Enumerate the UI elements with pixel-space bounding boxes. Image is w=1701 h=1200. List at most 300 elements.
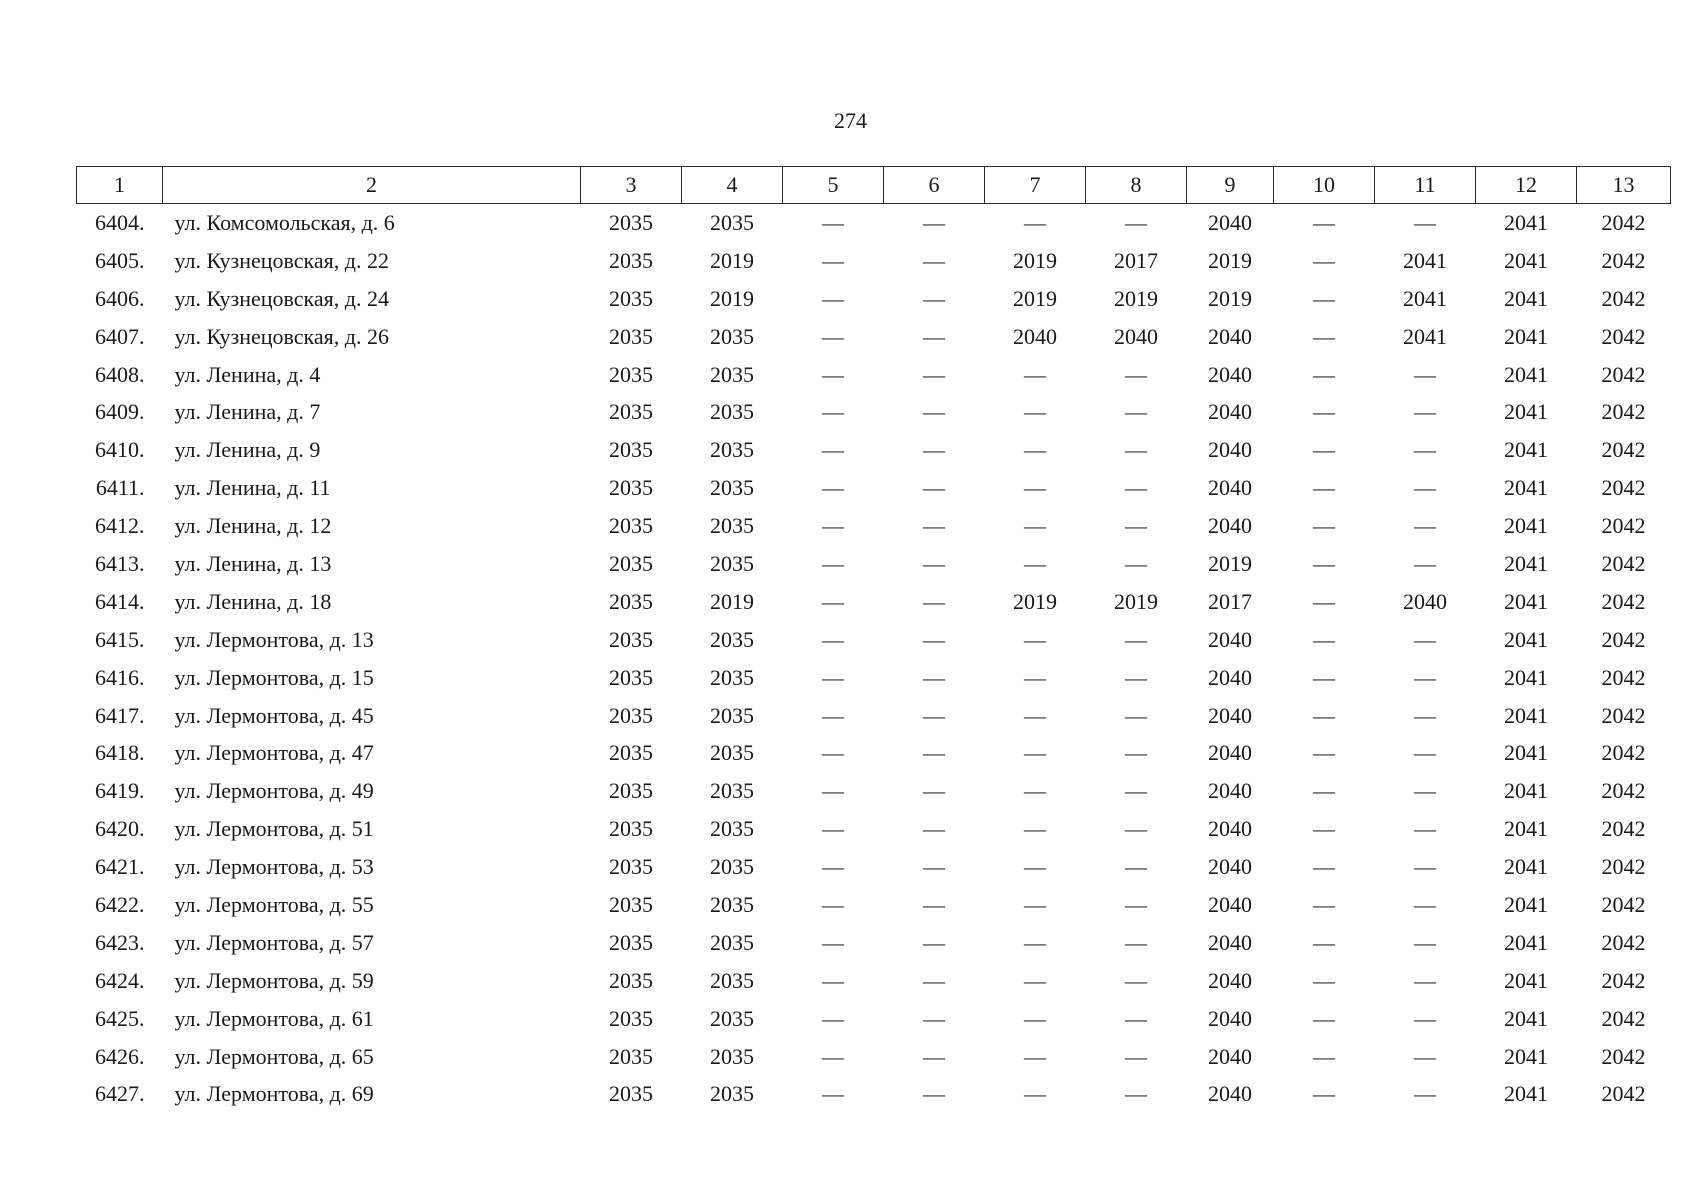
year-cell: 2041 bbox=[1504, 967, 1548, 993]
header-row bbox=[77, 167, 1671, 204]
schedule-table bbox=[76, 166, 1671, 1113]
year-cell: 2035 bbox=[710, 1043, 754, 1069]
year-cell: 2040 bbox=[1208, 967, 1252, 993]
year-cell: 2035 bbox=[609, 702, 653, 728]
empty-value-cell: — bbox=[1414, 626, 1436, 652]
table-row bbox=[77, 356, 1671, 394]
table-row bbox=[77, 734, 1671, 772]
row-number-cell: 6409. bbox=[95, 399, 145, 425]
empty-value-cell: — bbox=[822, 740, 844, 766]
row-number-cell: 6415. bbox=[95, 626, 145, 652]
year-cell: 2040 bbox=[1208, 854, 1252, 880]
empty-value-cell: — bbox=[1024, 361, 1046, 387]
address-cell: ул. Лермонтова, д. 15 bbox=[174, 664, 374, 690]
year-cell: 2019 bbox=[710, 285, 754, 311]
year-cell: 2035 bbox=[710, 361, 754, 387]
address-cell: ул. Лермонтова, д. 55 bbox=[174, 891, 374, 917]
empty-value-cell: — bbox=[1125, 361, 1147, 387]
empty-value-cell: — bbox=[923, 891, 945, 917]
empty-value-cell: — bbox=[1313, 1081, 1335, 1107]
row-number-cell: 6419. bbox=[95, 778, 145, 804]
year-cell: 2035 bbox=[710, 1081, 754, 1107]
year-cell: 2042 bbox=[1601, 626, 1646, 652]
year-cell: 2042 bbox=[1601, 588, 1646, 614]
year-cell: 2040 bbox=[1208, 778, 1252, 804]
empty-value-cell: — bbox=[1125, 399, 1147, 425]
table-row bbox=[77, 848, 1671, 886]
year-cell: 2035 bbox=[609, 967, 653, 993]
empty-value-cell: — bbox=[1125, 209, 1147, 235]
year-cell: 2042 bbox=[1601, 361, 1646, 387]
year-cell: 2035 bbox=[609, 816, 653, 842]
empty-value-cell: — bbox=[1024, 475, 1046, 501]
empty-value-cell: — bbox=[923, 209, 945, 235]
row-number-cell: 6418. bbox=[95, 740, 145, 766]
year-cell: 2041 bbox=[1504, 513, 1548, 539]
address-cell: ул. Кузнецовская, д. 26 bbox=[174, 323, 389, 349]
empty-value-cell: — bbox=[822, 437, 844, 463]
empty-value-cell: — bbox=[822, 1081, 844, 1107]
address-cell: ул. Лермонтова, д. 49 bbox=[174, 778, 374, 804]
empty-value-cell: — bbox=[1024, 513, 1046, 539]
table-row bbox=[77, 469, 1671, 507]
empty-value-cell: — bbox=[1414, 361, 1436, 387]
year-cell: 2042 bbox=[1601, 323, 1646, 349]
empty-value-cell: — bbox=[1313, 475, 1335, 501]
row-number-cell: 6408. bbox=[95, 361, 145, 387]
year-cell: 2040 bbox=[1208, 513, 1252, 539]
empty-value-cell: — bbox=[1414, 437, 1436, 463]
empty-value-cell: — bbox=[923, 1005, 945, 1031]
empty-value-cell: — bbox=[1024, 740, 1046, 766]
column-header-7: 7 bbox=[985, 167, 1086, 204]
year-cell: 2041 bbox=[1504, 588, 1548, 614]
table-row bbox=[77, 280, 1671, 318]
empty-value-cell: — bbox=[1313, 550, 1335, 576]
empty-value-cell: — bbox=[1313, 702, 1335, 728]
year-cell: 2041 bbox=[1403, 323, 1447, 349]
row-number-cell: 6421. bbox=[95, 854, 145, 880]
address-cell: ул. Ленина, д. 4 bbox=[174, 361, 321, 387]
year-cell: 2035 bbox=[710, 702, 754, 728]
year-cell: 2042 bbox=[1601, 285, 1646, 311]
year-cell: 2041 bbox=[1504, 285, 1548, 311]
year-cell: 2041 bbox=[1504, 1081, 1548, 1107]
year-cell: 2019 bbox=[710, 588, 754, 614]
address-cell: ул. Ленина, д. 7 bbox=[174, 399, 321, 425]
address-cell: ул. Ленина, д. 13 bbox=[174, 550, 332, 576]
empty-value-cell: — bbox=[1024, 664, 1046, 690]
empty-value-cell: — bbox=[923, 1043, 945, 1069]
empty-value-cell: — bbox=[822, 664, 844, 690]
year-cell: 2042 bbox=[1601, 702, 1646, 728]
row-number-cell: 6411. bbox=[95, 475, 145, 501]
row-number-cell: 6404. bbox=[95, 209, 145, 235]
year-cell: 2019 bbox=[1208, 247, 1252, 273]
year-cell: 2042 bbox=[1601, 437, 1646, 463]
empty-value-cell: — bbox=[1125, 854, 1147, 880]
column-header-11: 11 bbox=[1375, 167, 1476, 204]
empty-value-cell: — bbox=[822, 588, 844, 614]
empty-value-cell: — bbox=[822, 323, 844, 349]
row-number-cell: 6423. bbox=[95, 929, 145, 955]
empty-value-cell: — bbox=[923, 854, 945, 880]
empty-value-cell: — bbox=[1125, 513, 1147, 539]
year-cell: 2041 bbox=[1504, 816, 1548, 842]
empty-value-cell: — bbox=[1414, 929, 1436, 955]
year-cell: 2041 bbox=[1504, 437, 1548, 463]
empty-value-cell: — bbox=[1414, 778, 1436, 804]
year-cell: 2040 bbox=[1208, 437, 1252, 463]
empty-value-cell: — bbox=[1414, 399, 1436, 425]
row-number-cell: 6422. bbox=[95, 891, 145, 917]
year-cell: 2042 bbox=[1601, 1081, 1646, 1107]
empty-value-cell: — bbox=[822, 361, 844, 387]
empty-value-cell: — bbox=[923, 437, 945, 463]
year-cell: 2040 bbox=[1114, 323, 1158, 349]
empty-value-cell: — bbox=[822, 550, 844, 576]
address-cell: ул. Лермонтова, д. 69 bbox=[174, 1081, 374, 1107]
year-cell: 2017 bbox=[1114, 247, 1158, 273]
year-cell: 2035 bbox=[710, 399, 754, 425]
address-cell: ул. Лермонтова, д. 45 bbox=[174, 702, 374, 728]
empty-value-cell: — bbox=[1024, 702, 1046, 728]
table-row bbox=[77, 1000, 1671, 1038]
table-row bbox=[77, 318, 1671, 356]
empty-value-cell: — bbox=[822, 209, 844, 235]
empty-value-cell: — bbox=[1313, 437, 1335, 463]
empty-value-cell: — bbox=[1313, 626, 1335, 652]
year-cell: 2019 bbox=[1013, 588, 1057, 614]
year-cell: 2017 bbox=[1208, 588, 1252, 614]
year-cell: 2042 bbox=[1601, 740, 1646, 766]
year-cell: 2035 bbox=[609, 929, 653, 955]
year-cell: 2035 bbox=[710, 664, 754, 690]
year-cell: 2040 bbox=[1208, 702, 1252, 728]
empty-value-cell: — bbox=[923, 702, 945, 728]
year-cell: 2035 bbox=[609, 247, 653, 273]
year-cell: 2041 bbox=[1504, 626, 1548, 652]
table-row bbox=[77, 204, 1671, 242]
address-cell: ул. Лермонтова, д. 47 bbox=[174, 740, 374, 766]
row-number-cell: 6406. bbox=[95, 285, 145, 311]
empty-value-cell: — bbox=[1313, 285, 1335, 311]
table-row bbox=[77, 962, 1671, 1000]
year-cell: 2035 bbox=[710, 1005, 754, 1031]
year-cell: 2042 bbox=[1601, 967, 1646, 993]
table-row bbox=[77, 772, 1671, 810]
empty-value-cell: — bbox=[822, 854, 844, 880]
year-cell: 2035 bbox=[609, 664, 653, 690]
row-number-cell: 6426. bbox=[95, 1043, 145, 1069]
empty-value-cell: — bbox=[1125, 816, 1147, 842]
year-cell: 2041 bbox=[1504, 664, 1548, 690]
table-row bbox=[77, 924, 1671, 962]
empty-value-cell: — bbox=[1313, 891, 1335, 917]
empty-value-cell: — bbox=[1313, 816, 1335, 842]
column-header-12: 12 bbox=[1476, 167, 1577, 204]
year-cell: 2041 bbox=[1504, 1005, 1548, 1031]
address-cell: ул. Лермонтова, д. 61 bbox=[174, 1005, 374, 1031]
address-cell: ул. Лермонтова, д. 51 bbox=[174, 816, 374, 842]
year-cell: 2035 bbox=[609, 475, 653, 501]
year-cell: 2035 bbox=[609, 778, 653, 804]
year-cell: 2035 bbox=[710, 437, 754, 463]
row-number-cell: 6413. bbox=[95, 550, 145, 576]
year-cell: 2041 bbox=[1504, 361, 1548, 387]
row-number-cell: 6412. bbox=[95, 513, 145, 539]
empty-value-cell: — bbox=[822, 816, 844, 842]
empty-value-cell: — bbox=[923, 929, 945, 955]
row-number-cell: 6424. bbox=[95, 967, 145, 993]
year-cell: 2035 bbox=[710, 778, 754, 804]
empty-value-cell: — bbox=[822, 1005, 844, 1031]
year-cell: 2041 bbox=[1504, 929, 1548, 955]
table-row bbox=[77, 1075, 1671, 1113]
empty-value-cell: — bbox=[1125, 1081, 1147, 1107]
year-cell: 2041 bbox=[1504, 854, 1548, 880]
year-cell: 2035 bbox=[710, 323, 754, 349]
table-row bbox=[77, 583, 1671, 621]
year-cell: 2042 bbox=[1601, 475, 1646, 501]
empty-value-cell: — bbox=[923, 550, 945, 576]
column-header-8: 8 bbox=[1086, 167, 1187, 204]
empty-value-cell: — bbox=[1024, 209, 1046, 235]
year-cell: 2042 bbox=[1601, 854, 1646, 880]
year-cell: 2042 bbox=[1601, 816, 1646, 842]
empty-value-cell: — bbox=[1414, 816, 1436, 842]
year-cell: 2035 bbox=[609, 437, 653, 463]
year-cell: 2042 bbox=[1601, 247, 1646, 273]
empty-value-cell: — bbox=[1313, 854, 1335, 880]
empty-value-cell: — bbox=[1313, 1043, 1335, 1069]
year-cell: 2035 bbox=[710, 854, 754, 880]
year-cell: 2035 bbox=[609, 323, 653, 349]
year-cell: 2040 bbox=[1208, 1081, 1252, 1107]
column-header-5: 5 bbox=[783, 167, 884, 204]
empty-value-cell: — bbox=[1125, 475, 1147, 501]
row-number-cell: 6420. bbox=[95, 816, 145, 842]
empty-value-cell: — bbox=[1313, 664, 1335, 690]
empty-value-cell: — bbox=[1414, 513, 1436, 539]
address-cell: ул. Лермонтова, д. 65 bbox=[174, 1043, 374, 1069]
empty-value-cell: — bbox=[1024, 437, 1046, 463]
year-cell: 2040 bbox=[1208, 323, 1252, 349]
empty-value-cell: — bbox=[1414, 550, 1436, 576]
empty-value-cell: — bbox=[1024, 399, 1046, 425]
table-row bbox=[77, 507, 1671, 545]
empty-value-cell: — bbox=[1414, 891, 1436, 917]
year-cell: 2040 bbox=[1208, 626, 1252, 652]
year-cell: 2041 bbox=[1504, 399, 1548, 425]
empty-value-cell: — bbox=[1125, 550, 1147, 576]
empty-value-cell: — bbox=[1024, 550, 1046, 576]
empty-value-cell: — bbox=[1313, 361, 1335, 387]
year-cell: 2040 bbox=[1208, 664, 1252, 690]
year-cell: 2035 bbox=[710, 816, 754, 842]
table-row bbox=[77, 545, 1671, 583]
empty-value-cell: — bbox=[1414, 209, 1436, 235]
year-cell: 2035 bbox=[710, 209, 754, 235]
column-header-10: 10 bbox=[1274, 167, 1375, 204]
empty-value-cell: — bbox=[1024, 1005, 1046, 1031]
year-cell: 2040 bbox=[1208, 816, 1252, 842]
empty-value-cell: — bbox=[1125, 702, 1147, 728]
year-cell: 2041 bbox=[1504, 247, 1548, 273]
year-cell: 2041 bbox=[1403, 247, 1447, 273]
empty-value-cell: — bbox=[1313, 247, 1335, 273]
empty-value-cell: — bbox=[1125, 740, 1147, 766]
year-cell: 2019 bbox=[1013, 247, 1057, 273]
table-row bbox=[77, 1038, 1671, 1076]
year-cell: 2042 bbox=[1601, 1005, 1646, 1031]
year-cell: 2041 bbox=[1504, 323, 1548, 349]
year-cell: 2019 bbox=[1208, 550, 1252, 576]
year-cell: 2035 bbox=[710, 929, 754, 955]
year-cell: 2041 bbox=[1504, 550, 1548, 576]
empty-value-cell: — bbox=[923, 740, 945, 766]
row-number-cell: 6414. bbox=[95, 588, 145, 614]
empty-value-cell: — bbox=[1024, 854, 1046, 880]
year-cell: 2035 bbox=[710, 475, 754, 501]
year-cell: 2040 bbox=[1208, 209, 1252, 235]
empty-value-cell: — bbox=[822, 929, 844, 955]
address-cell: ул. Ленина, д. 11 bbox=[174, 475, 331, 501]
year-cell: 2035 bbox=[609, 1005, 653, 1031]
year-cell: 2035 bbox=[609, 891, 653, 917]
address-cell: ул. Ленина, д. 18 bbox=[174, 588, 332, 614]
address-cell: ул. Лермонтова, д. 57 bbox=[174, 929, 374, 955]
empty-value-cell: — bbox=[822, 891, 844, 917]
year-cell: 2035 bbox=[609, 626, 653, 652]
empty-value-cell: — bbox=[822, 778, 844, 804]
year-cell: 2035 bbox=[710, 513, 754, 539]
year-cell: 2035 bbox=[710, 740, 754, 766]
year-cell: 2042 bbox=[1601, 209, 1646, 235]
year-cell: 2035 bbox=[710, 550, 754, 576]
empty-value-cell: — bbox=[1414, 854, 1436, 880]
empty-value-cell: — bbox=[822, 626, 844, 652]
empty-value-cell: — bbox=[1313, 513, 1335, 539]
year-cell: 2040 bbox=[1208, 1005, 1252, 1031]
year-cell: 2035 bbox=[609, 209, 653, 235]
empty-value-cell: — bbox=[923, 323, 945, 349]
column-header-3: 3 bbox=[581, 167, 682, 204]
table-row bbox=[77, 242, 1671, 280]
year-cell: 2019 bbox=[1208, 285, 1252, 311]
empty-value-cell: — bbox=[822, 399, 844, 425]
table-row bbox=[77, 393, 1671, 431]
empty-value-cell: — bbox=[1125, 626, 1147, 652]
empty-value-cell: — bbox=[822, 967, 844, 993]
year-cell: 2041 bbox=[1504, 1043, 1548, 1069]
year-cell: 2040 bbox=[1403, 588, 1447, 614]
empty-value-cell: — bbox=[1313, 967, 1335, 993]
address-cell: ул. Лермонтова, д. 59 bbox=[174, 967, 374, 993]
row-number-cell: 6405. bbox=[95, 247, 145, 273]
empty-value-cell: — bbox=[822, 1043, 844, 1069]
address-cell: ул. Кузнецовская, д. 24 bbox=[174, 285, 389, 311]
row-number-cell: 6410. bbox=[95, 437, 145, 463]
address-cell: ул. Лермонтова, д. 53 bbox=[174, 854, 374, 880]
empty-value-cell: — bbox=[923, 778, 945, 804]
address-cell: ул. Ленина, д. 12 bbox=[174, 513, 332, 539]
year-cell: 2040 bbox=[1208, 891, 1252, 917]
address-cell: ул. Кузнецовская, д. 22 bbox=[174, 247, 389, 273]
empty-value-cell: — bbox=[1024, 1081, 1046, 1107]
empty-value-cell: — bbox=[1414, 664, 1436, 690]
year-cell: 2035 bbox=[609, 1043, 653, 1069]
empty-value-cell: — bbox=[1313, 778, 1335, 804]
page-number: 274 bbox=[834, 108, 867, 133]
table-header bbox=[77, 167, 1671, 204]
table-row bbox=[77, 810, 1671, 848]
year-cell: 2019 bbox=[1114, 588, 1158, 614]
empty-value-cell: — bbox=[923, 361, 945, 387]
address-cell: ул. Комсомольская, д. 6 bbox=[174, 209, 395, 235]
year-cell: 2040 bbox=[1013, 323, 1057, 349]
table-row bbox=[77, 886, 1671, 924]
empty-value-cell: — bbox=[1024, 626, 1046, 652]
year-cell: 2042 bbox=[1601, 550, 1646, 576]
empty-value-cell: — bbox=[1414, 1081, 1436, 1107]
year-cell: 2040 bbox=[1208, 475, 1252, 501]
empty-value-cell: — bbox=[1414, 740, 1436, 766]
empty-value-cell: — bbox=[1313, 740, 1335, 766]
year-cell: 2040 bbox=[1208, 929, 1252, 955]
empty-value-cell: — bbox=[1313, 588, 1335, 614]
year-cell: 2035 bbox=[609, 285, 653, 311]
empty-value-cell: — bbox=[822, 513, 844, 539]
empty-value-cell: — bbox=[923, 475, 945, 501]
empty-value-cell: — bbox=[1024, 967, 1046, 993]
year-cell: 2035 bbox=[710, 967, 754, 993]
empty-value-cell: — bbox=[1024, 929, 1046, 955]
empty-value-cell: — bbox=[923, 285, 945, 311]
year-cell: 2041 bbox=[1504, 209, 1548, 235]
year-cell: 2035 bbox=[710, 626, 754, 652]
year-cell: 2041 bbox=[1504, 475, 1548, 501]
empty-value-cell: — bbox=[822, 702, 844, 728]
empty-value-cell: — bbox=[1414, 1005, 1436, 1031]
empty-value-cell: — bbox=[1125, 1005, 1147, 1031]
empty-value-cell: — bbox=[822, 285, 844, 311]
column-header-1: 1 bbox=[77, 167, 163, 204]
year-cell: 2035 bbox=[710, 891, 754, 917]
year-cell: 2035 bbox=[609, 588, 653, 614]
empty-value-cell: — bbox=[923, 816, 945, 842]
empty-value-cell: — bbox=[1125, 778, 1147, 804]
empty-value-cell: — bbox=[1414, 967, 1436, 993]
empty-value-cell: — bbox=[822, 475, 844, 501]
year-cell: 2040 bbox=[1208, 399, 1252, 425]
year-cell: 2042 bbox=[1601, 1043, 1646, 1069]
empty-value-cell: — bbox=[1024, 891, 1046, 917]
year-cell: 2041 bbox=[1403, 285, 1447, 311]
year-cell: 2035 bbox=[609, 854, 653, 880]
year-cell: 2041 bbox=[1504, 740, 1548, 766]
year-cell: 2040 bbox=[1208, 1043, 1252, 1069]
year-cell: 2035 bbox=[609, 399, 653, 425]
table-row bbox=[77, 621, 1671, 659]
empty-value-cell: — bbox=[923, 626, 945, 652]
row-number-cell: 6417. bbox=[95, 702, 145, 728]
empty-value-cell: — bbox=[1125, 437, 1147, 463]
year-cell: 2035 bbox=[609, 550, 653, 576]
year-cell: 2041 bbox=[1504, 702, 1548, 728]
row-number-cell: 6425. bbox=[95, 1005, 145, 1031]
year-cell: 2041 bbox=[1504, 778, 1548, 804]
